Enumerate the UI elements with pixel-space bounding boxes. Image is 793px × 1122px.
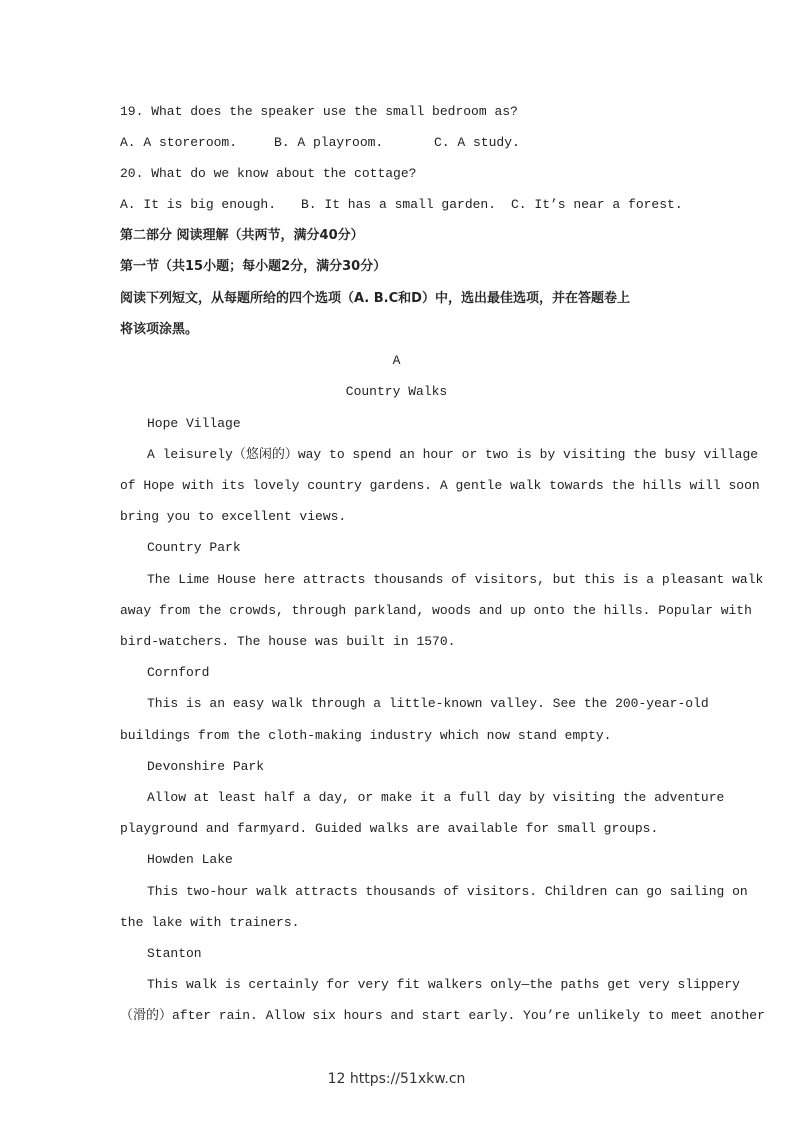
question-19-option-c: C. A study. bbox=[434, 135, 520, 150]
passage-letter: A bbox=[392, 353, 401, 368]
devonshire-park-line-2: playground and farmyard. Guided walks are available for small groups. bbox=[120, 821, 659, 836]
question-19-option-b: B. A playroom. bbox=[274, 135, 384, 150]
question-19-stem: 19. What does the speaker use the small bedroom as? bbox=[120, 104, 518, 119]
stanton-heading: Stanton bbox=[147, 946, 202, 961]
hope-village-line-2: of Hope with its lovely country gardens. A gentle walk towards the hills will soon bbox=[120, 478, 760, 493]
howden-lake-line-1: This two-hour walk attracts thousands of visitors. Children can go sailing on bbox=[147, 884, 748, 899]
stanton-line-1: This walk is certainly for very fit walkers only—the paths get very slippery bbox=[147, 977, 740, 992]
cornford-heading: Cornford bbox=[147, 665, 210, 680]
cornford-line-2: buildings from the cloth-making industry which now stand empty. bbox=[120, 728, 612, 743]
country-park-line-1: The Lime House here attracts thousands of visitors, but this is a pleasant walk bbox=[147, 572, 764, 587]
question-20-option-c: C. It’s near a forest. bbox=[511, 197, 683, 212]
hope-village-line-1: A leisurely（悠闲的）way to spend an hour or two is by visiting the busy village bbox=[147, 447, 759, 462]
country-park-line-2: away from the crowds, through parkland, woods and up onto the hills. Popular with bbox=[120, 603, 752, 618]
hope-village-heading: Hope Village bbox=[147, 416, 241, 431]
section-1-heading: 第一节（共15小题；每小题2分，满分30分） bbox=[120, 259, 387, 274]
passage-title: Country Walks bbox=[345, 384, 448, 399]
howden-lake-line-2: the lake with trainers. bbox=[120, 915, 300, 930]
country-park-line-3: bird-watchers. The house was built in 1570. bbox=[120, 634, 456, 649]
question-19-option-a: A. A storeroom. bbox=[120, 135, 238, 150]
howden-lake-heading: Howden Lake bbox=[147, 852, 233, 867]
country-park-heading: Country Park bbox=[147, 540, 241, 555]
question-20-stem: 20. What do we know about the cottage? bbox=[120, 166, 417, 181]
page-footer: 12 https://51xkw.cn bbox=[327, 1071, 466, 1087]
cornford-line-1: This is an easy walk through a little-known valley. See the 200-year-old bbox=[147, 696, 709, 711]
devonshire-park-heading: Devonshire Park bbox=[147, 759, 265, 774]
part-2-heading: 第二部分 阅读理解（共两节，满分40分） bbox=[120, 228, 364, 243]
devonshire-park-line-1: Allow at least half a day, or make it a full day by visiting the adventure bbox=[147, 790, 725, 805]
hope-village-line-3: bring you to excellent views. bbox=[120, 509, 347, 524]
instruction-line-2: 将该项涂黑。 bbox=[120, 322, 199, 337]
question-20-option-b: B. It has a small garden. bbox=[301, 197, 497, 212]
question-20-option-a: A. It is big enough. bbox=[120, 197, 277, 212]
instruction-line-1: 阅读下列短文，从每题所给的四个选项（A. B.C和D）中，选出最佳选项，并在答题卷上 bbox=[120, 291, 630, 306]
stanton-line-2: （滑的）after rain. Allow six hours and start early. You’re unlikely to meet another bbox=[120, 1008, 765, 1023]
